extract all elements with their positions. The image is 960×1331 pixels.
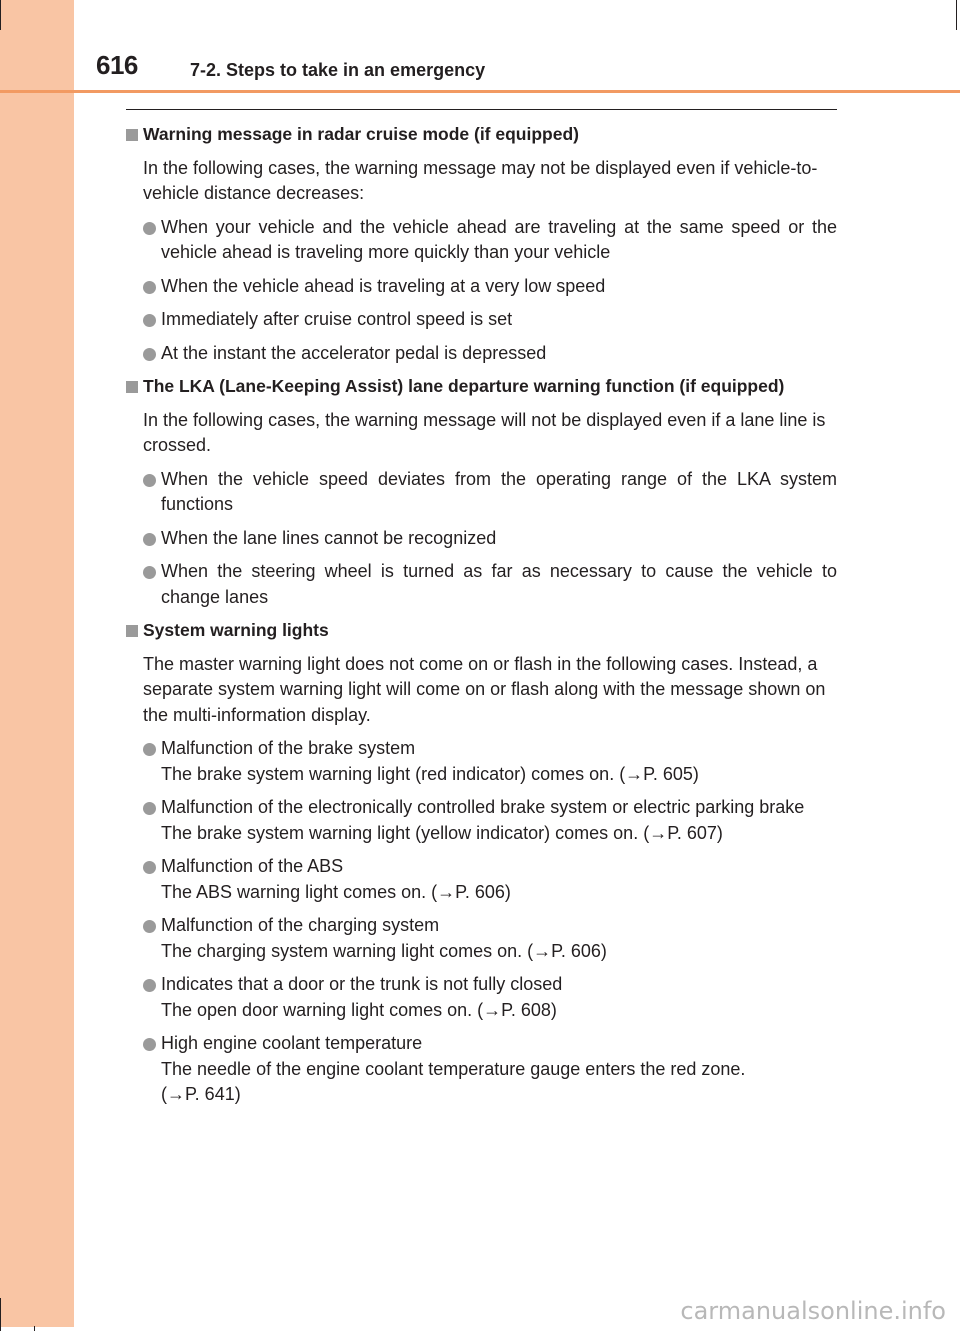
page-number: 616 xyxy=(96,50,138,80)
item-text: When the steering wheel is turned as far as necessary to cause the vehicle to change lanes xyxy=(161,561,837,607)
heading-text: Warning message in radar cruise mode (if equipped) xyxy=(143,124,579,144)
item-text: Malfunction of the ABS xyxy=(161,856,344,876)
item-detail: The ABS warning light comes on. (→P. 606) xyxy=(161,881,511,902)
list-item xyxy=(126,795,837,846)
section-lka xyxy=(126,374,837,610)
crop-mark xyxy=(34,1326,35,1331)
item-detail: The brake system warning light (yellow indicator) comes on. (→P. 607) xyxy=(161,822,723,843)
list-item xyxy=(126,467,837,518)
item-text: At the instant the accelerator pedal is depressed xyxy=(161,342,547,363)
section-heading xyxy=(126,618,837,644)
section-title: 7-2. Steps to take in an emergency xyxy=(190,60,486,80)
list-item xyxy=(126,274,837,300)
list-item xyxy=(126,215,837,266)
list-item xyxy=(126,854,837,905)
heading-text: The LKA (Lane-Keeping Assist) lane departure warning function (if equipped) xyxy=(143,376,785,396)
circle-bullet-icon xyxy=(143,1038,156,1051)
item-detail: The open door warning light comes on. (→P. 608) xyxy=(161,999,557,1020)
intro-text: In the following cases, the warning message will not be displayed even if a lane line is crossed. xyxy=(143,409,826,455)
heading-text: System warning lights xyxy=(143,620,329,640)
crop-mark xyxy=(956,0,957,30)
circle-bullet-icon xyxy=(143,979,156,992)
list-item xyxy=(126,972,837,1023)
list-item xyxy=(126,341,837,367)
square-bullet-icon xyxy=(126,129,138,141)
circle-bullet-icon xyxy=(143,314,156,327)
square-bullet-icon xyxy=(126,381,138,393)
list-item xyxy=(126,1031,837,1108)
circle-bullet-icon xyxy=(143,474,156,487)
list-item xyxy=(126,526,837,552)
item-text: When the lane lines cannot be recognized xyxy=(161,527,497,548)
item-text: When your vehicle and the vehicle ahead are traveling at the same speed or the vehicle ahead is traveling more quickly than your vehicle xyxy=(161,216,837,262)
item-text: High engine coolant temperature xyxy=(161,1033,423,1053)
item-reference: (→P. 641) xyxy=(161,1084,241,1104)
watermark[interactable]: carmanualsonline.info xyxy=(680,1297,946,1325)
item-detail: The needle of the engine coolant temperature gauge enters the red zone. xyxy=(161,1058,746,1079)
item-text: Immediately after cruise control speed is set xyxy=(161,309,513,329)
item-text: Malfunction of the charging system xyxy=(161,915,440,935)
square-bullet-icon xyxy=(126,625,138,637)
content-divider xyxy=(126,109,837,110)
circle-bullet-icon xyxy=(143,281,156,294)
intro-text: In the following cases, the warning message may not be displayed even if vehicle-to-vehicle distance decreases: xyxy=(143,157,818,203)
section-radar-cruise xyxy=(126,122,837,366)
circle-bullet-icon xyxy=(143,802,156,815)
list-item xyxy=(126,559,837,610)
item-detail: The brake system warning light (red indicator) comes on. (→P. 605) xyxy=(161,763,699,784)
circle-bullet-icon xyxy=(143,348,156,361)
circle-bullet-icon xyxy=(143,533,156,546)
circle-bullet-icon xyxy=(143,861,156,874)
crop-mark xyxy=(0,0,1,30)
crop-mark xyxy=(0,1298,1,1331)
item-text: When the vehicle speed deviates from the operating range of the LKA system functions xyxy=(161,468,837,514)
list-item xyxy=(126,736,837,787)
circle-bullet-icon xyxy=(143,566,156,579)
item-detail: The charging system warning light comes on. (→P. 606) xyxy=(161,940,607,961)
list-item xyxy=(126,307,837,333)
page-content xyxy=(126,122,837,1116)
item-text: Indicates that a door or the trunk is not fully closed xyxy=(161,974,563,994)
section-system-warning-lights xyxy=(126,618,837,1108)
circle-bullet-icon xyxy=(143,743,156,756)
item-text: When the vehicle ahead is traveling at a very low speed xyxy=(161,275,606,296)
circle-bullet-icon xyxy=(143,222,156,235)
side-color-band xyxy=(0,0,74,1327)
item-text: Malfunction of the brake system xyxy=(161,738,416,758)
list-item xyxy=(126,913,837,964)
header-rule xyxy=(0,90,960,93)
item-text: Malfunction of the electronically controlled brake system or electric parking brake xyxy=(161,797,805,817)
intro-text: The master warning light does not come on or flash in the following cases. Instead, a separate system warning light will come on or flash along with the message shown on the multi-information display. xyxy=(143,653,826,725)
circle-bullet-icon xyxy=(143,920,156,933)
section-heading xyxy=(126,122,837,148)
section-heading xyxy=(126,374,837,400)
